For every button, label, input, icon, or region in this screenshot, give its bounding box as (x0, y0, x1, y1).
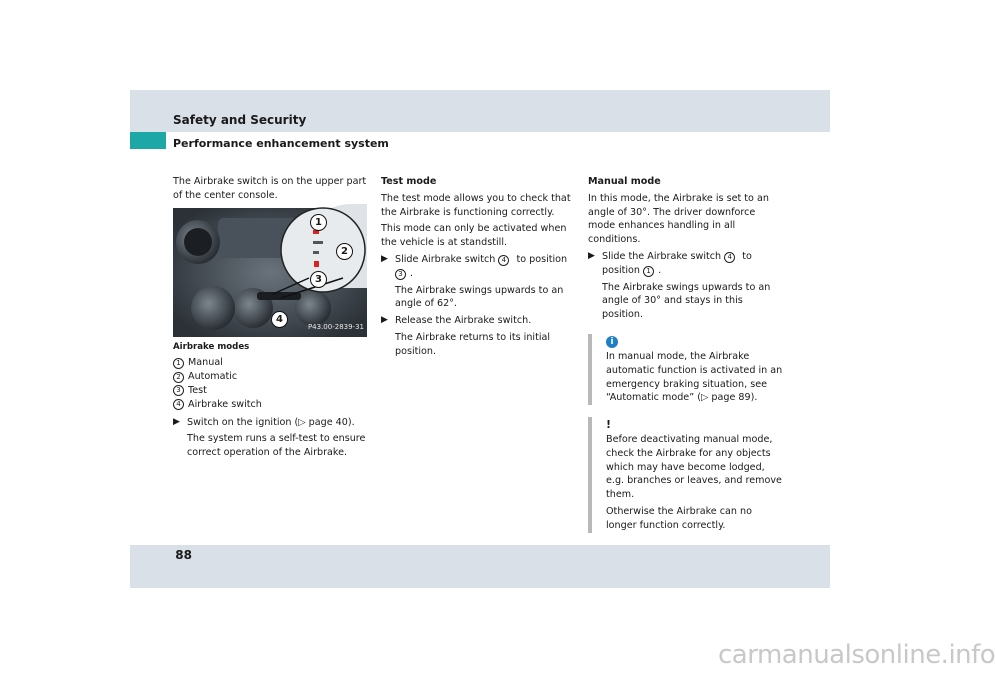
step-text-part: to position (602, 250, 752, 276)
inline-number: 4 (724, 252, 735, 263)
step-arrow-icon: ▶ (588, 250, 595, 261)
step-result: The Airbrake returns to its initial position. (395, 331, 551, 357)
step-result: The Airbrake swings upwards to an angle of 30° and stays in this position. (602, 281, 771, 321)
legend-list (173, 356, 373, 411)
step-text-part: to position (513, 253, 568, 265)
step-text-part: . (658, 264, 662, 276)
inline-number: 1 (643, 266, 654, 277)
legend-label: Test (188, 384, 207, 396)
callout-2-marker: 2 (336, 243, 353, 260)
legend-number: 3 (173, 385, 184, 396)
warning-text: Before deactivating manual mode, check the Airbrake for any objects which may have become lodged, e.g. branches or leaves, and remove them. (606, 433, 782, 501)
legend-number: 4 (173, 399, 184, 410)
test-mode-heading: Test mode (381, 176, 437, 187)
manual-mode-heading: Manual mode (588, 176, 661, 187)
legend-item (173, 356, 373, 370)
footer-band (130, 545, 830, 588)
step-text-part: Slide Airbrake switch (395, 253, 499, 265)
callout-3-marker: 3 (310, 271, 327, 288)
step-result: The Airbrake swings upwards to an angle of 62°. (395, 284, 564, 310)
paragraph: The test mode allows you to check that the Airbrake is functioning correctly. (381, 192, 571, 218)
warning-note (588, 417, 784, 532)
column-left (173, 175, 373, 463)
legend-label: Automatic (188, 371, 238, 383)
warning-text: Otherwise the Airbrake can no longer function correctly. (606, 505, 752, 531)
legend-label: Airbrake switch (188, 398, 262, 410)
step-result: The system runs a self-test to ensure correct operation of the Airbrake. (187, 433, 366, 459)
step-arrow-icon: ▶ (173, 416, 180, 427)
step-slide-switch (588, 250, 784, 278)
page-number: 88 (175, 548, 192, 562)
step-arrow-icon: ▶ (381, 315, 388, 326)
step-release (381, 314, 577, 328)
header-accent-block (130, 132, 166, 149)
inline-number: 3 (395, 269, 406, 280)
step-text-part: Switch on the ignition ( (187, 416, 299, 428)
column-right (588, 175, 784, 536)
page-ref-icon: ▷ (298, 416, 306, 428)
legend-number: 2 (173, 372, 184, 383)
column-middle (381, 175, 577, 362)
step-text (395, 253, 577, 281)
info-icon: i (606, 336, 618, 348)
info-text: In manual mode, the Airbrake automatic function is activated in an emergency braking situation, see “Automatic mode” (▷ page 89). (606, 350, 783, 404)
section-subtitle: Performance enhancement system (173, 137, 389, 150)
step-text (187, 416, 355, 430)
photo-code: P43.00-2839-31 (307, 322, 364, 331)
legend-label: Manual (188, 357, 223, 369)
legend-item (173, 384, 373, 398)
section-title: Safety and Security (173, 113, 307, 127)
warning-icon: ! (606, 418, 612, 432)
callout-1-marker: 1 (310, 214, 327, 231)
step-text-part: . (410, 267, 414, 279)
legend-item (173, 398, 373, 412)
paragraph: In this mode, the Airbrake is set to an angle of 30°. The driver downforce mode enhances handling in all conditions. (588, 192, 769, 246)
step-arrow-icon: ▶ (381, 253, 388, 264)
step-text: Release the Airbrake switch. (395, 315, 532, 327)
inline-number: 4 (498, 255, 509, 266)
step-text-part: Slide the Airbrake switch (602, 250, 725, 262)
step-ignition (173, 416, 373, 430)
legend-number: 1 (173, 358, 184, 369)
info-note (588, 334, 784, 405)
step-text (602, 250, 784, 278)
callout-4-marker: 4 (271, 311, 288, 328)
intro-text: The Airbrake switch is on the upper part of the center console. (173, 176, 367, 201)
paragraph: This mode can only be activated when the vehicle is at standstill. (381, 223, 567, 249)
legend-item (173, 370, 373, 384)
photo-caption: Airbrake modes (173, 341, 250, 352)
watermark: carmanualsonline.info (718, 640, 995, 670)
airbrake-console-photo (173, 208, 367, 337)
step-slide-switch (381, 253, 577, 281)
step-text-part: page 40). (305, 416, 355, 428)
